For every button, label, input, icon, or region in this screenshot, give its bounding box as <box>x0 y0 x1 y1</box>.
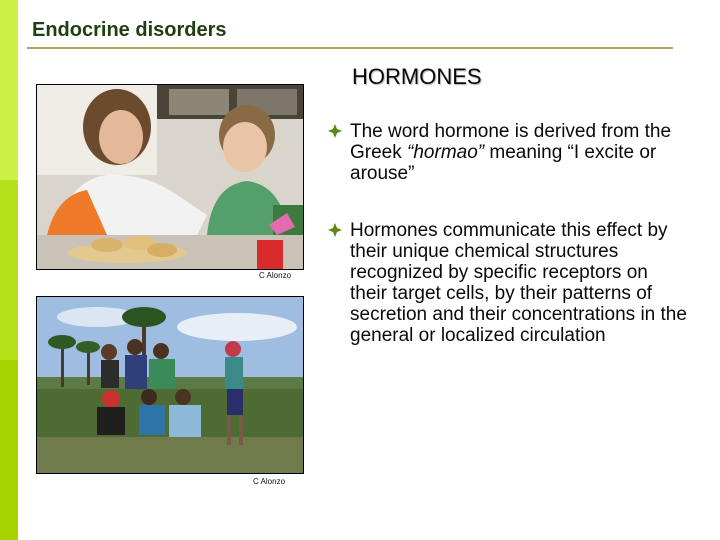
bullet-text: Hormones communicate this effect by their unique chemical structures recognized by specific receptors on their target cells, by their patterns of secretion and their concentrations in the general or localized circulation <box>350 220 687 346</box>
photo-credit: C Alonzo <box>253 477 286 486</box>
slide-title: Endocrine disorders <box>32 19 227 41</box>
bullet-text-prefix: The word hormone is derived from the Greek <box>350 121 672 163</box>
bullet-text <box>350 121 688 184</box>
children-outdoors-illustration <box>37 297 303 473</box>
sidebar-accent-bottom <box>0 360 18 540</box>
bullet-item <box>328 220 688 346</box>
section-heading: HORMONES <box>352 64 482 89</box>
bullet-text-suffix: meaning “I excite or arouse” <box>350 142 657 184</box>
title-underline <box>27 47 673 49</box>
greek-word: “hormao” <box>407 142 485 163</box>
children-outdoors-photo <box>36 296 304 474</box>
bullet-item <box>328 121 688 184</box>
sidebar-accent-middle <box>0 180 18 360</box>
photo-credit: C Alonzo <box>259 271 292 280</box>
children-at-table-photo <box>36 84 304 270</box>
diamond-bullet-icon <box>328 124 342 138</box>
sidebar-accent-top <box>0 0 18 180</box>
diamond-bullet-icon <box>328 223 342 237</box>
children-at-table-illustration <box>37 85 303 269</box>
